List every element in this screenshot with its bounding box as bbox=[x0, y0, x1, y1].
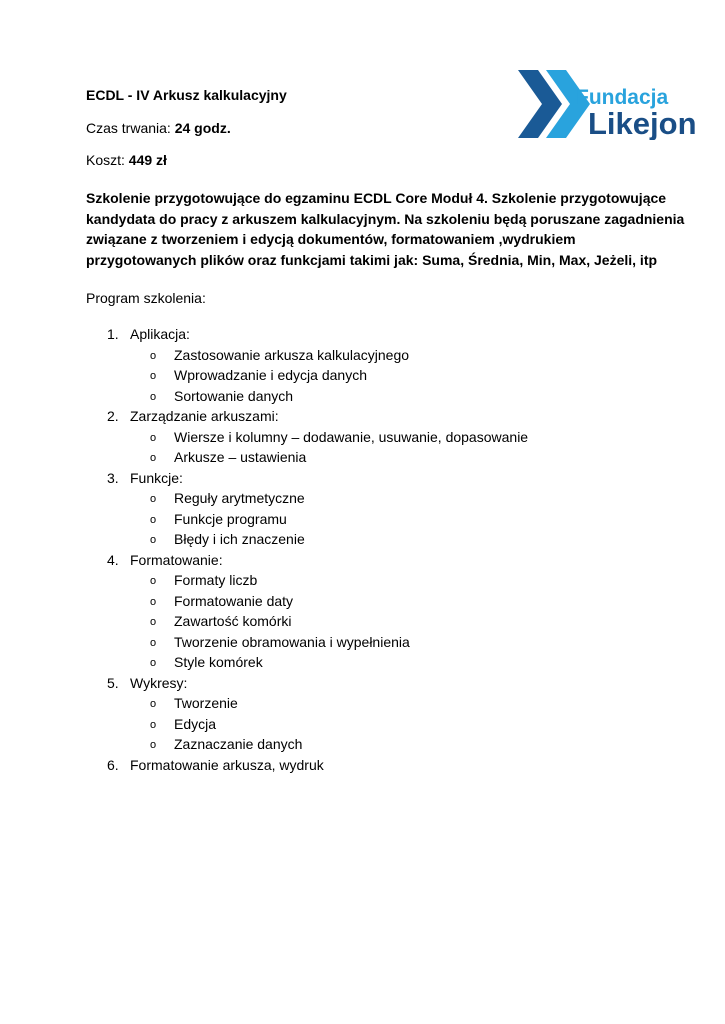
circle-bullet-icon: o bbox=[150, 616, 157, 628]
course-duration bbox=[86, 120, 231, 136]
logo-text-fundacja: Fundacja bbox=[576, 86, 669, 109]
course-title: ECDL - IV Arkusz kalkulacyjny bbox=[86, 87, 287, 103]
section-number: 3. bbox=[107, 469, 119, 486]
list-item-label: Funkcje programu bbox=[174, 510, 287, 527]
program-list bbox=[0, 326, 725, 777]
list-item bbox=[0, 593, 725, 614]
program-label: Program szkolenia: bbox=[86, 290, 206, 306]
list-item bbox=[0, 695, 725, 716]
section-number: 4. bbox=[107, 551, 119, 568]
course-description bbox=[86, 188, 685, 270]
section-title: Aplikacja: bbox=[130, 326, 190, 342]
circle-bullet-icon: o bbox=[150, 370, 157, 382]
list-item bbox=[0, 736, 725, 757]
list-item-label: Formaty liczb bbox=[174, 572, 258, 588]
circle-bullet-icon: o bbox=[150, 431, 157, 444]
list-item bbox=[0, 572, 725, 593]
list-item-label: Wiersze i kolumny – dodawanie, usuwanie, dopasowanie bbox=[174, 428, 529, 445]
circle-bullet-icon: o bbox=[150, 534, 157, 546]
section-number: 6. bbox=[107, 756, 119, 773]
list-item-label: Zawartość komórki bbox=[174, 613, 292, 629]
list-item-label: Style komórek bbox=[174, 654, 263, 670]
section-title: Zarządzanie arkuszami: bbox=[130, 408, 279, 424]
program-section bbox=[0, 757, 725, 778]
description-line: kandydata do pracy z arkuszem kalkulacyjnym. Na szkoleniu będą poruszane zagadnienia bbox=[86, 210, 685, 227]
cost-value: 449 zł bbox=[128, 152, 167, 168]
section-number: 5. bbox=[107, 674, 119, 691]
list-item bbox=[0, 449, 725, 470]
circle-bullet-icon: o bbox=[150, 636, 157, 649]
description-line: Szkolenie przygotowujące do egzaminu ECDL Core Moduł 4. Szkolenie przygotowujące bbox=[86, 190, 667, 206]
list-item bbox=[0, 367, 725, 388]
list-item-label: Zaznaczanie danych bbox=[174, 736, 303, 752]
section-number: 2. bbox=[107, 408, 119, 424]
circle-bullet-icon: o bbox=[150, 513, 157, 526]
cost-label: Koszt: bbox=[86, 152, 125, 168]
fundacja-likejon-logo bbox=[516, 68, 706, 140]
list-item-label: Błędy i ich znaczenie bbox=[174, 531, 305, 547]
program-section bbox=[0, 408, 725, 470]
circle-bullet-icon: o bbox=[150, 390, 157, 403]
list-item bbox=[0, 347, 725, 368]
circle-bullet-icon: o bbox=[150, 452, 157, 464]
list-item bbox=[0, 613, 725, 634]
circle-bullet-icon: o bbox=[150, 718, 157, 731]
description-line: przygotowanych plików oraz funkcjami takimi jak: Suma, Średnia, Min, Max, Jeżeli, itp bbox=[86, 251, 658, 268]
course-cost bbox=[86, 152, 167, 168]
list-item-label: Sortowanie danych bbox=[174, 387, 294, 404]
section-header bbox=[0, 757, 725, 778]
circle-bullet-icon: o bbox=[150, 657, 157, 669]
duration-value: 24 godz. bbox=[174, 120, 231, 136]
section-title: Formatowanie: bbox=[130, 551, 223, 568]
list-item bbox=[0, 654, 725, 675]
section-header bbox=[0, 326, 725, 347]
program-section bbox=[0, 675, 725, 757]
section-header bbox=[0, 552, 725, 573]
program-section bbox=[0, 470, 725, 552]
program-section bbox=[0, 552, 725, 675]
circle-bullet-icon: o bbox=[150, 493, 157, 505]
circle-bullet-icon: o bbox=[150, 595, 157, 608]
duration-label: Czas trwania: bbox=[86, 120, 171, 136]
section-title: Formatowanie arkusza, wydruk bbox=[130, 756, 324, 773]
list-item-label: Arkusze – ustawienia bbox=[174, 449, 307, 465]
section-header bbox=[0, 408, 725, 429]
list-item-label: Formatowanie daty bbox=[174, 592, 294, 609]
list-item bbox=[0, 531, 725, 552]
logo-text-likejon: Likejon bbox=[588, 106, 697, 140]
description-line: związane z tworzeniem i edycją dokumentów, formatowaniem ,wydrukiem bbox=[86, 231, 576, 247]
section-title: Funkcje: bbox=[130, 469, 183, 486]
section-header bbox=[0, 675, 725, 696]
list-item-label: Reguły arytmetyczne bbox=[174, 490, 305, 506]
list-item bbox=[0, 388, 725, 409]
list-item bbox=[0, 429, 725, 450]
section-title: Wykresy: bbox=[130, 674, 188, 691]
circle-bullet-icon: o bbox=[150, 575, 157, 587]
list-item-label: Zastosowanie arkusza kalkulacyjnego bbox=[174, 346, 410, 363]
list-item bbox=[0, 490, 725, 511]
circle-bullet-icon: o bbox=[150, 739, 157, 751]
list-item bbox=[0, 716, 725, 737]
list-item-label: Edycja bbox=[174, 715, 217, 732]
section-header bbox=[0, 470, 725, 491]
list-item-label: Tworzenie bbox=[174, 695, 238, 711]
section-number: 1. bbox=[107, 326, 119, 342]
list-item-label: Tworzenie obramowania i wypełnienia bbox=[174, 633, 410, 650]
circle-bullet-icon: o bbox=[150, 698, 157, 710]
list-item bbox=[0, 634, 725, 655]
circle-bullet-icon: o bbox=[150, 349, 157, 362]
list-item bbox=[0, 511, 725, 532]
list-item-label: Wprowadzanie i edycja danych bbox=[174, 367, 367, 383]
program-section bbox=[0, 326, 725, 408]
